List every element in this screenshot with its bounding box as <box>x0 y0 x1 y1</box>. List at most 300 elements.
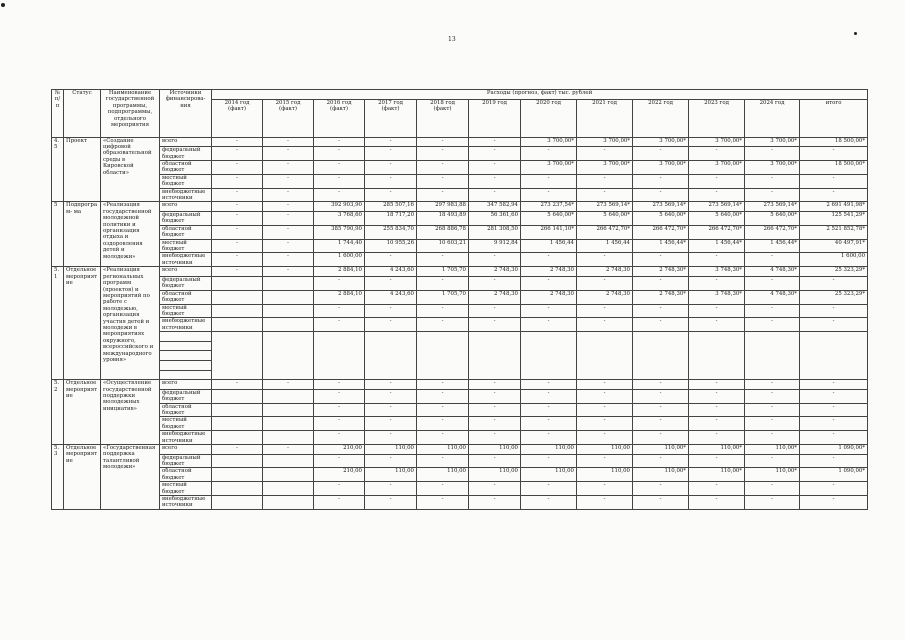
filler-row <box>52 360 868 370</box>
table-row <box>52 454 868 468</box>
empty-cell <box>689 370 745 380</box>
empty-cell <box>745 360 800 370</box>
value-cell: 110,00* <box>745 444 800 454</box>
value-cell: - <box>689 276 745 290</box>
value-cell: - <box>577 389 633 403</box>
funding-source: местный бюджет <box>160 239 212 253</box>
value-cell <box>212 318 263 332</box>
funding-source: областной бюджет <box>160 403 212 417</box>
value-cell: 10 603,21 <box>417 239 469 253</box>
value-cell: - <box>689 253 745 267</box>
value-cell: 385 790,90 <box>314 225 365 239</box>
value-cell <box>263 495 314 509</box>
value-cell <box>212 389 263 403</box>
value-cell: - <box>745 482 800 496</box>
section-status: Отдельное мероприятие <box>64 380 101 445</box>
value-cell: - <box>314 482 365 496</box>
value-cell: - <box>521 174 577 188</box>
empty-cell <box>365 341 417 351</box>
value-cell: - <box>365 380 417 390</box>
value-cell <box>212 290 263 304</box>
funding-source: областной бюджет <box>160 161 212 175</box>
value-cell: 1 600,00 <box>314 253 365 267</box>
table-row <box>52 147 868 161</box>
value-cell: - <box>800 318 868 332</box>
value-cell: - <box>417 495 469 509</box>
value-cell: 3 700,00* <box>521 137 577 147</box>
value-cell: 110,00 <box>469 444 521 454</box>
value-cell: - <box>745 276 800 290</box>
value-cell: 110,00 <box>365 444 417 454</box>
empty-cell <box>417 332 469 342</box>
header-year-5: 2019 год <box>469 99 521 137</box>
funding-source: областной бюджет <box>160 290 212 304</box>
value-cell: - <box>521 403 577 417</box>
value-cell: 2 884,10 <box>314 290 365 304</box>
empty-cell <box>314 360 365 370</box>
value-cell: - <box>417 482 469 496</box>
empty-cell <box>633 341 689 351</box>
value-cell: 210,00 <box>314 444 365 454</box>
header-status: Статус <box>64 90 101 138</box>
value-cell: - <box>633 276 689 290</box>
value-cell: - <box>263 161 314 175</box>
value-cell: - <box>365 403 417 417</box>
value-cell: - <box>745 431 800 445</box>
table-row <box>52 212 868 226</box>
value-cell <box>212 403 263 417</box>
empty-cell <box>577 351 633 361</box>
value-cell: - <box>577 380 633 390</box>
value-cell <box>212 276 263 290</box>
empty-cell <box>577 341 633 351</box>
value-cell: 2 748,30* <box>633 290 689 304</box>
value-cell: - <box>745 380 800 390</box>
value-cell <box>263 417 314 431</box>
value-cell: - <box>314 431 365 445</box>
empty-cell <box>689 341 745 351</box>
value-cell <box>263 431 314 445</box>
value-cell: - <box>577 403 633 417</box>
empty-cell <box>633 351 689 361</box>
funding-source: всего <box>160 444 212 454</box>
table-row <box>52 403 868 417</box>
value-cell: 18 493,89 <box>417 212 469 226</box>
value-cell: 273 569,14* <box>633 202 689 212</box>
value-cell: - <box>745 304 800 318</box>
value-cell: 18 500,00* <box>800 161 868 175</box>
value-cell: - <box>689 174 745 188</box>
value-cell: - <box>577 304 633 318</box>
value-cell: - <box>633 147 689 161</box>
value-cell: 3 700,00* <box>633 161 689 175</box>
value-cell: - <box>800 495 868 509</box>
table-row <box>52 161 868 175</box>
empty-cell <box>417 351 469 361</box>
empty-cell <box>263 360 314 370</box>
value-cell <box>212 431 263 445</box>
value-cell: - <box>800 454 868 468</box>
empty-cell <box>800 332 868 342</box>
value-cell: - <box>689 188 745 202</box>
value-cell: - <box>633 380 689 390</box>
empty-cell <box>469 332 521 342</box>
value-cell: - <box>212 147 263 161</box>
value-cell: - <box>469 495 521 509</box>
empty-cell <box>365 332 417 342</box>
value-cell: - <box>577 318 633 332</box>
table-row <box>52 389 868 403</box>
value-cell: - <box>577 431 633 445</box>
value-cell: 4 748,30* <box>745 267 800 277</box>
value-cell: 3 700,00* <box>689 161 745 175</box>
value-cell: 3 700,00* <box>521 161 577 175</box>
empty-cell <box>745 332 800 342</box>
value-cell <box>263 454 314 468</box>
value-cell: - <box>212 444 263 454</box>
empty-cell <box>365 351 417 361</box>
funding-source: местный бюджет <box>160 174 212 188</box>
section-name: «Реализация региональных программ (проектов) и мероприятий по работе с молодежью, организация участия детей и молодежи в мероприятиях окружного, всероссийского и международного уровня» <box>101 267 160 380</box>
value-cell: - <box>263 212 314 226</box>
value-cell: - <box>314 188 365 202</box>
value-cell: 1 456,44 <box>577 239 633 253</box>
value-cell: - <box>745 318 800 332</box>
value-cell: - <box>417 147 469 161</box>
value-cell: - <box>263 253 314 267</box>
value-cell: 125 541,29* <box>800 212 868 226</box>
empty-cell <box>745 351 800 361</box>
value-cell: - <box>469 389 521 403</box>
empty-cell <box>800 360 868 370</box>
value-cell: - <box>469 188 521 202</box>
value-cell: - <box>417 380 469 390</box>
value-cell: 4 243,60 <box>365 290 417 304</box>
value-cell: - <box>314 454 365 468</box>
empty-cell <box>314 332 365 342</box>
table-row <box>52 188 868 202</box>
value-cell <box>212 495 263 509</box>
value-cell: 347 582,94 <box>469 202 521 212</box>
value-cell: - <box>469 417 521 431</box>
value-cell: - <box>689 454 745 468</box>
value-cell: - <box>469 304 521 318</box>
empty-cell <box>689 360 745 370</box>
value-cell: 281 308,50 <box>469 225 521 239</box>
value-cell: 3 700,00* <box>689 137 745 147</box>
value-cell <box>263 304 314 318</box>
value-cell: 3 768,60 <box>314 212 365 226</box>
value-cell: - <box>263 188 314 202</box>
value-cell: 1 456,44* <box>633 239 689 253</box>
value-cell: - <box>521 454 577 468</box>
header-year-11: итого <box>800 99 868 137</box>
value-cell: - <box>365 318 417 332</box>
value-cell: - <box>521 380 577 390</box>
funding-source: всего <box>160 137 212 147</box>
value-cell: - <box>689 417 745 431</box>
empty-cell <box>577 332 633 342</box>
value-cell: - <box>314 389 365 403</box>
funding-source: всего <box>160 380 212 390</box>
funding-source: всего <box>160 202 212 212</box>
value-cell: - <box>521 495 577 509</box>
value-cell: 110,00 <box>577 444 633 454</box>
value-cell <box>212 417 263 431</box>
value-cell <box>263 276 314 290</box>
value-cell: - <box>314 304 365 318</box>
filler-row <box>52 370 868 380</box>
value-cell: - <box>365 253 417 267</box>
empty-cell <box>521 351 577 361</box>
value-cell: 1 705,70 <box>417 267 469 277</box>
scan-dot-mark <box>1 3 5 7</box>
table-row <box>52 137 868 147</box>
value-cell: 110,00 <box>417 444 469 454</box>
section-name: «Создание цифровой образовательной среды в Кировской области» <box>101 137 160 202</box>
funding-source: внебюджетные источники <box>160 431 212 445</box>
value-cell: - <box>365 276 417 290</box>
header-year-10: 2024 год <box>745 99 800 137</box>
header-source: Источники финансирова- ния <box>160 90 212 138</box>
value-cell: - <box>633 403 689 417</box>
empty-cell <box>745 370 800 380</box>
empty-cell <box>417 370 469 380</box>
value-cell: - <box>263 174 314 188</box>
value-cell: - <box>263 147 314 161</box>
table-row <box>52 468 868 482</box>
empty-cell <box>689 351 745 361</box>
value-cell: - <box>800 304 868 318</box>
value-cell: - <box>745 454 800 468</box>
value-cell: 2 521 852,78* <box>800 225 868 239</box>
value-cell: 2 748,30 <box>521 267 577 277</box>
value-cell: - <box>469 403 521 417</box>
value-cell: 3 700,00* <box>745 161 800 175</box>
value-cell: - <box>417 403 469 417</box>
section-num: 5 <box>52 202 64 267</box>
funding-source: федеральный бюджет <box>160 389 212 403</box>
value-cell: - <box>365 304 417 318</box>
value-cell: - <box>417 174 469 188</box>
value-cell: 2 748,30 <box>521 290 577 304</box>
empty-cell <box>633 332 689 342</box>
funding-source: внебюджетные источники <box>160 253 212 267</box>
value-cell: - <box>577 147 633 161</box>
value-cell: 110,00 <box>521 468 577 482</box>
empty-cell <box>633 370 689 380</box>
value-cell: 18 500,00* <box>800 137 868 147</box>
value-cell: - <box>417 161 469 175</box>
value-cell: 110,00 <box>469 468 521 482</box>
empty-cell <box>521 370 577 380</box>
value-cell: - <box>800 431 868 445</box>
value-cell: 10 955,26 <box>365 239 417 253</box>
section-num: 5.1 <box>52 267 64 380</box>
value-cell: 110,00* <box>633 444 689 454</box>
value-cell: - <box>365 417 417 431</box>
section-name: «Осуществление государственной поддержки молодежных инициатив» <box>101 380 160 445</box>
value-cell: - <box>314 318 365 332</box>
header-year-6: 2020 год <box>521 99 577 137</box>
value-cell: - <box>577 454 633 468</box>
empty-cell <box>633 360 689 370</box>
value-cell: 110,00* <box>689 468 745 482</box>
funding-source: местный бюджет <box>160 482 212 496</box>
value-cell: 2 748,30 <box>577 290 633 304</box>
value-cell: - <box>577 253 633 267</box>
value-cell: - <box>365 482 417 496</box>
value-cell: - <box>263 380 314 390</box>
value-cell: - <box>633 389 689 403</box>
value-cell: 4 748,30* <box>745 290 800 304</box>
scan-dot-mark <box>854 32 857 35</box>
empty-cell <box>521 360 577 370</box>
funding-source: областной бюджет <box>160 468 212 482</box>
section-name: «Реализация государственной молодежной политики и организация отдыха и оздоровления детей и молодежи» <box>101 202 160 267</box>
value-cell: 266 472,70* <box>633 225 689 239</box>
value-cell: 3 748,30* <box>689 290 745 304</box>
value-cell <box>212 468 263 482</box>
value-cell <box>263 290 314 304</box>
value-cell: 25 323,29* <box>800 267 868 277</box>
empty-cell <box>365 370 417 380</box>
empty-cell <box>212 370 263 380</box>
value-cell: 5 640,00* <box>745 212 800 226</box>
header-year-1: 2015 год (факт) <box>263 99 314 137</box>
value-cell: 110,00* <box>745 468 800 482</box>
value-cell: - <box>469 454 521 468</box>
value-cell: - <box>800 188 868 202</box>
value-cell: 3 700,00* <box>745 137 800 147</box>
value-cell: - <box>469 431 521 445</box>
value-cell <box>263 403 314 417</box>
value-cell: - <box>689 318 745 332</box>
empty-cell <box>160 360 212 370</box>
value-cell: - <box>577 174 633 188</box>
value-cell: 268 886,78 <box>417 225 469 239</box>
value-cell: - <box>212 225 263 239</box>
value-cell: 2 748,30 <box>469 267 521 277</box>
value-cell: - <box>417 417 469 431</box>
value-cell: - <box>212 267 263 277</box>
value-cell: - <box>633 174 689 188</box>
value-cell: 266 141,10* <box>521 225 577 239</box>
value-cell: 392 903,90 <box>314 202 365 212</box>
value-cell: - <box>417 253 469 267</box>
filler-row <box>52 341 868 351</box>
value-cell: 110,00* <box>689 444 745 454</box>
value-cell: - <box>263 267 314 277</box>
value-cell: - <box>521 147 577 161</box>
value-cell: 273 569,14* <box>745 202 800 212</box>
value-cell: - <box>745 403 800 417</box>
section-status: Отдельное мероприятие <box>64 267 101 380</box>
value-cell: - <box>633 495 689 509</box>
value-cell: 297 983,88 <box>417 202 469 212</box>
value-cell: - <box>800 276 868 290</box>
funding-source: областной бюджет <box>160 225 212 239</box>
value-cell <box>263 389 314 403</box>
value-cell: - <box>577 482 633 496</box>
value-cell: - <box>689 380 745 390</box>
value-cell: - <box>417 276 469 290</box>
value-cell: - <box>263 239 314 253</box>
value-cell: - <box>469 147 521 161</box>
value-cell: 273 237,54* <box>521 202 577 212</box>
funding-source: внебюджетные источники <box>160 495 212 509</box>
value-cell: - <box>314 161 365 175</box>
header-year-9: 2023 год <box>689 99 745 137</box>
value-cell: - <box>521 389 577 403</box>
value-cell: - <box>314 137 365 147</box>
empty-cell <box>577 370 633 380</box>
value-cell: 3 700,00* <box>577 137 633 147</box>
value-cell: - <box>689 431 745 445</box>
value-cell: 4 243,60 <box>365 267 417 277</box>
section-num: 5.3 <box>52 444 64 509</box>
table-row <box>52 444 868 454</box>
value-cell: 9 912,84 <box>469 239 521 253</box>
value-cell: 110,00 <box>365 468 417 482</box>
funding-source: федеральный бюджет <box>160 276 212 290</box>
value-cell: 2 691 491,98* <box>800 202 868 212</box>
value-cell: - <box>469 276 521 290</box>
value-cell: - <box>365 174 417 188</box>
empty-cell <box>417 341 469 351</box>
value-cell: - <box>800 174 868 188</box>
table-row <box>52 318 868 332</box>
value-cell: - <box>800 147 868 161</box>
header-year-3: 2017 год (факт) <box>365 99 417 137</box>
value-cell: - <box>469 318 521 332</box>
header-year-0: 2014 год (факт) <box>212 99 263 137</box>
value-cell: 25 323,29* <box>800 290 868 304</box>
value-cell: 2 748,30* <box>633 267 689 277</box>
value-cell: - <box>314 174 365 188</box>
value-cell: - <box>263 225 314 239</box>
section-status: Подпрограм- ма <box>64 202 101 267</box>
empty-cell <box>689 332 745 342</box>
value-cell: - <box>365 137 417 147</box>
section-name: «Государственная поддержка талантливой молодежи» <box>101 444 160 509</box>
value-cell: - <box>800 417 868 431</box>
value-cell: - <box>212 212 263 226</box>
header-year-4: 2018 год (факт) <box>417 99 469 137</box>
value-cell: - <box>212 161 263 175</box>
section-status: Проект <box>64 137 101 202</box>
table-row <box>52 482 868 496</box>
empty-cell <box>745 341 800 351</box>
value-cell: - <box>633 188 689 202</box>
value-cell: - <box>417 137 469 147</box>
value-cell: - <box>633 454 689 468</box>
empty-cell <box>800 351 868 361</box>
value-cell: 5 640,00* <box>577 212 633 226</box>
empty-cell <box>263 332 314 342</box>
value-cell: - <box>689 495 745 509</box>
funding-source: федеральный бюджет <box>160 454 212 468</box>
value-cell: - <box>577 417 633 431</box>
section-num: 4.5 <box>52 137 64 202</box>
value-cell: - <box>263 444 314 454</box>
table-row <box>52 431 868 445</box>
value-cell: - <box>745 389 800 403</box>
empty-cell <box>160 332 212 342</box>
empty-cell <box>314 370 365 380</box>
empty-cell <box>800 341 868 351</box>
header-expenses-group: Расходы (прогноз, факт) тыс. рублей <box>212 90 868 100</box>
